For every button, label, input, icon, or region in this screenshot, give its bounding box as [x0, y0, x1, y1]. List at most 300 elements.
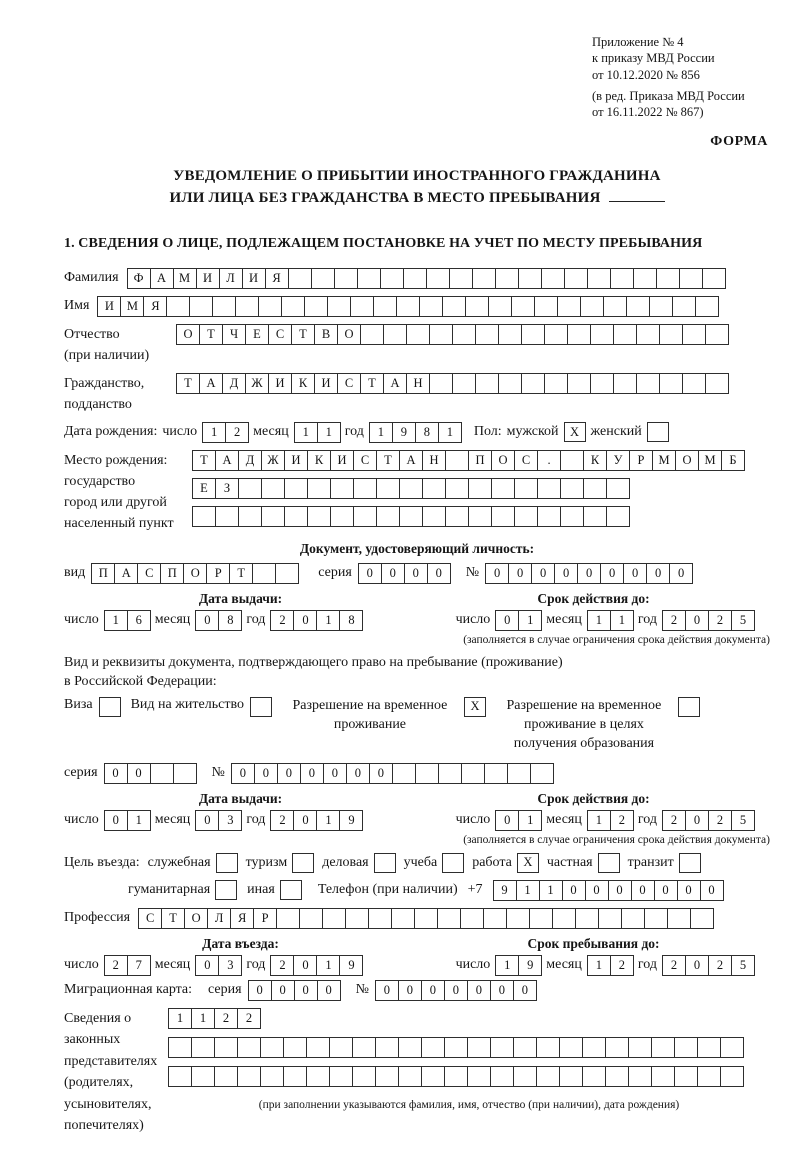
char-cell: Ж [245, 373, 269, 394]
char-cell: 0 [467, 980, 491, 1001]
char-cell: У [606, 450, 630, 471]
char-cell: 0 [404, 563, 428, 584]
char-cell: 1 [127, 810, 151, 831]
representatives-row3-cells [168, 1066, 770, 1087]
appendix-line-1: Приложение № 4 [592, 35, 684, 49]
char-cell: И [268, 373, 292, 394]
char-cell [380, 268, 404, 289]
female-label: женский [590, 424, 642, 440]
residence-dates-row [64, 810, 770, 831]
char-cell [168, 1066, 192, 1087]
char-cell: А [399, 450, 423, 471]
char-cell: 1 [587, 810, 611, 831]
char-cell [649, 296, 673, 317]
char-cell [306, 1037, 330, 1058]
char-cell: 2 [214, 1008, 238, 1029]
char-cell [598, 908, 622, 929]
doc-valid-day-cells [495, 610, 541, 631]
day-label: число [64, 612, 99, 628]
purpose-study-label: учеба [403, 854, 438, 870]
char-cell: М [652, 450, 676, 471]
month-label: месяц [154, 812, 191, 828]
patronymic-label: Отчество [64, 326, 120, 342]
birth-place-city-cells [192, 478, 744, 499]
char-cell [659, 373, 683, 394]
char-cell: К [583, 450, 607, 471]
option-temp-residence-education [496, 697, 700, 754]
temp-residence-label: Разрешение на временное проживание [292, 697, 448, 732]
temp-residence-education-checkbox [678, 697, 700, 717]
char-cell [465, 296, 489, 317]
char-cell [306, 1066, 330, 1087]
char-cell [422, 478, 446, 499]
char-cell [605, 1037, 629, 1058]
char-cell: А [215, 450, 239, 471]
purpose-label: Цель въезда: [64, 854, 140, 870]
stay-until-header: Срок пребывания до: [527, 935, 660, 951]
char-cell: 1 [202, 422, 226, 443]
phone-prefix: +7 [467, 882, 483, 898]
char-cell [260, 1066, 284, 1087]
doc-issue-date-header: Дата выдачи: [198, 590, 283, 606]
purpose-transit-label: транзит [627, 854, 674, 870]
char-cell: 1 [316, 610, 340, 631]
char-cell: 2 [237, 1008, 261, 1029]
char-cell: 3 [218, 955, 242, 976]
char-cell [373, 296, 397, 317]
char-cell: 0 [369, 763, 393, 784]
char-cell: 0 [375, 980, 399, 1001]
char-cell [544, 373, 568, 394]
char-cell [557, 296, 581, 317]
char-cell [398, 1066, 422, 1087]
residence-limit-note: (заполняется в случае ограничения срока действия документа) [463, 833, 770, 846]
char-cell [191, 1037, 215, 1058]
entry-date-headers [64, 936, 770, 952]
char-cell [421, 1037, 445, 1058]
char-cell [567, 324, 591, 345]
representatives-label-5: усыновителях, [64, 1096, 152, 1112]
char-cell: Т [161, 908, 185, 929]
char-cell: 9 [392, 422, 416, 443]
year-label: год [246, 612, 266, 628]
char-cell: 1 [495, 955, 519, 976]
char-cell [422, 506, 446, 527]
residence-date-headers [64, 791, 770, 807]
purpose-other [247, 880, 302, 900]
char-cell: 1 [516, 880, 540, 901]
char-cell: 0 [358, 563, 382, 584]
form-title-line-2-text: ИЛИ ЛИЦА БЕЗ ГРАЖДАНСТВА В МЕСТО ПРЕБЫВАНИЯ [169, 190, 601, 206]
char-cell: А [199, 373, 223, 394]
given-name-label: Имя [64, 298, 90, 314]
representatives-label-1: Сведения о [64, 1010, 132, 1026]
patronymic-label-block [64, 324, 176, 366]
char-cell [445, 506, 469, 527]
char-cell: 2 [708, 955, 732, 976]
char-cell [360, 324, 384, 345]
birth-place-city-label: город или другой [64, 494, 167, 510]
char-cell: С [337, 373, 361, 394]
char-cell [399, 506, 423, 527]
year-label: год [637, 957, 657, 973]
char-cell: Д [222, 373, 246, 394]
char-cell: Я [143, 296, 167, 317]
char-cell [258, 296, 282, 317]
char-cell: 0 [421, 980, 445, 1001]
purpose-work-checkbox: X [517, 853, 539, 873]
purpose-official-checkbox [216, 853, 238, 873]
char-cell: Р [253, 908, 277, 929]
char-cell [537, 506, 561, 527]
char-cell: Ф [127, 268, 151, 289]
char-cell: 0 [444, 980, 468, 1001]
residence-valid-day-cells [495, 810, 541, 831]
surname-cells [127, 268, 725, 289]
residence-valid-date-group [456, 810, 754, 831]
char-cell: 0 [495, 810, 519, 831]
char-cell [445, 450, 469, 471]
month-label: месяц [546, 812, 582, 828]
char-cell [583, 506, 607, 527]
char-cell [452, 373, 476, 394]
char-cell [514, 506, 538, 527]
char-cell: 0 [531, 563, 555, 584]
male-label: мужской [506, 424, 559, 440]
male-checkbox: X [564, 422, 586, 442]
char-cell [375, 1066, 399, 1087]
doc-type-label: вид [64, 565, 86, 581]
char-cell [429, 373, 453, 394]
citizenship-label-block [64, 373, 176, 415]
char-cell [438, 763, 462, 784]
char-cell [284, 506, 308, 527]
char-cell [284, 478, 308, 499]
residence-doc-options [64, 697, 770, 754]
char-cell [299, 908, 323, 929]
char-cell: 0 [631, 880, 655, 901]
female-checkbox [647, 422, 669, 442]
visa-checkbox [99, 697, 121, 717]
char-cell: 0 [513, 980, 537, 1001]
char-cell: М [120, 296, 144, 317]
char-cell: 6 [127, 610, 151, 631]
char-cell: Т [360, 373, 384, 394]
doc-type-cells [91, 563, 298, 584]
representatives-row2-cells [168, 1037, 770, 1058]
char-cell [276, 908, 300, 929]
char-cell [667, 908, 691, 929]
field-visit-purpose-2 [64, 880, 770, 901]
char-cell: И [330, 450, 354, 471]
char-cell: 0 [646, 563, 670, 584]
char-cell [345, 908, 369, 929]
char-cell: 1 [610, 610, 634, 631]
char-cell: 0 [585, 880, 609, 901]
char-cell: 0 [685, 955, 709, 976]
form-title [64, 166, 770, 210]
char-cell [396, 296, 420, 317]
day-label: число [64, 957, 99, 973]
char-cell [537, 478, 561, 499]
migration-number-cells [375, 980, 536, 1001]
residence-doc-intro [64, 653, 770, 692]
char-cell: 2 [270, 955, 294, 976]
char-cell [237, 1037, 261, 1058]
option-residence-permit [131, 697, 272, 717]
char-cell [237, 1066, 261, 1087]
char-cell [534, 296, 558, 317]
char-cell: 1 [587, 955, 611, 976]
field-citizenship [64, 373, 770, 415]
char-cell [357, 268, 381, 289]
char-cell: 3 [218, 810, 242, 831]
char-cell [491, 506, 515, 527]
residence-doc-intro-line-2: в Российской Федерации: [64, 674, 217, 690]
char-cell [590, 373, 614, 394]
char-cell [541, 268, 565, 289]
char-cell [166, 296, 190, 317]
birth-place-cells-block [192, 450, 744, 527]
residence-issue-day-cells [104, 810, 150, 831]
char-cell: 0 [677, 880, 701, 901]
char-cell: 2 [610, 955, 634, 976]
entry-date-group [64, 955, 362, 976]
char-cell [283, 1066, 307, 1087]
char-cell [521, 324, 545, 345]
char-cell [559, 1037, 583, 1058]
temp-residence-education-label: Разрешение на временное проживание в целях получения образования [506, 697, 662, 751]
purpose-transit [628, 853, 701, 873]
char-cell: И [97, 296, 121, 317]
char-cell: 2 [662, 955, 686, 976]
year-label: год [246, 957, 266, 973]
doc-valid-date-group [456, 610, 754, 631]
purpose-tourism-label: туризм [245, 854, 288, 870]
char-cell [697, 1037, 721, 1058]
char-cell [590, 324, 614, 345]
char-cell [682, 373, 706, 394]
purpose-work [472, 853, 539, 873]
purpose-business-label: деловая [322, 854, 369, 870]
title-blank-line [609, 189, 665, 202]
char-cell: 8 [339, 610, 363, 631]
purpose-other-label: иная [247, 882, 275, 898]
char-cell: 9 [339, 955, 363, 976]
birth-place-label: Место рождения: [64, 452, 168, 468]
appendix-block [592, 34, 770, 120]
char-cell [659, 324, 683, 345]
char-cell: 0 [381, 563, 405, 584]
char-cell: 1 [316, 955, 340, 976]
phone-cells [493, 880, 723, 901]
char-cell [583, 478, 607, 499]
char-cell: П [91, 563, 115, 584]
day-label: число [64, 812, 99, 828]
char-cell [513, 1037, 537, 1058]
char-cell [460, 908, 484, 929]
char-cell: Т [291, 324, 315, 345]
char-cell [329, 1066, 353, 1087]
field-birth-date [64, 422, 770, 443]
residence-valid-year-cells [662, 810, 754, 831]
char-cell: 1 [438, 422, 462, 443]
field-profession [64, 908, 770, 929]
char-cell [426, 268, 450, 289]
char-cell: А [114, 563, 138, 584]
month-label: месяц [253, 424, 289, 440]
char-cell [656, 268, 680, 289]
char-cell [472, 268, 496, 289]
char-cell: 0 [685, 810, 709, 831]
char-cell [260, 1037, 284, 1058]
residence-series-cells [104, 763, 196, 784]
char-cell: 1 [316, 810, 340, 831]
char-cell [560, 478, 584, 499]
purpose-tourism [246, 853, 315, 873]
purpose-other-checkbox [280, 880, 302, 900]
char-cell: 0 [608, 880, 632, 901]
char-cell: 2 [708, 610, 732, 631]
char-cell: О [675, 450, 699, 471]
char-cell [353, 478, 377, 499]
char-cell: О [176, 324, 200, 345]
char-cell: 1 [294, 422, 318, 443]
char-cell [514, 478, 538, 499]
char-cell [150, 763, 174, 784]
char-cell: 0 [231, 763, 255, 784]
char-cell [544, 324, 568, 345]
temp-residence-checkbox: X [464, 697, 486, 717]
char-cell [490, 1037, 514, 1058]
char-cell [352, 1037, 376, 1058]
char-cell [484, 763, 508, 784]
month-label: месяц [546, 612, 582, 628]
char-cell [307, 506, 331, 527]
char-cell [214, 1066, 238, 1087]
char-cell [235, 296, 259, 317]
residence-issue-year-cells [270, 810, 362, 831]
char-cell: 0 [293, 955, 317, 976]
char-cell [603, 296, 627, 317]
char-cell: Е [192, 478, 216, 499]
char-cell [275, 563, 299, 584]
char-cell: С [137, 563, 161, 584]
representatives-note: (при заполнении указываются фамилия, имя, отчество (при наличии), дата рождения) [258, 1098, 680, 1111]
char-cell: 0 [700, 880, 724, 901]
char-cell: Л [219, 268, 243, 289]
char-cell [261, 506, 285, 527]
purpose-study [404, 853, 465, 873]
char-cell [606, 506, 630, 527]
entry-year-cells [270, 955, 362, 976]
char-cell [610, 268, 634, 289]
purpose-private-checkbox [598, 853, 620, 873]
field-migration-card [64, 980, 770, 1001]
char-cell: Я [265, 268, 289, 289]
representatives-label-2: законных [64, 1032, 121, 1048]
char-cell [353, 506, 377, 527]
char-cell: 5 [731, 955, 755, 976]
char-cell: 0 [685, 610, 709, 631]
char-cell [212, 296, 236, 317]
char-cell: 0 [623, 563, 647, 584]
char-cell: 0 [427, 563, 451, 584]
char-cell [238, 506, 262, 527]
char-cell: 1 [168, 1008, 192, 1029]
char-cell [506, 908, 530, 929]
form-title-line-1: УВЕДОМЛЕНИЕ О ПРИБЫТИИ ИНОСТРАННОГО ГРАЖДАНИНА [173, 168, 661, 185]
char-cell [419, 296, 443, 317]
char-cell: И [242, 268, 266, 289]
residence-valid-month-cells [587, 810, 633, 831]
char-cell [281, 296, 305, 317]
char-cell: И [284, 450, 308, 471]
migration-series-label: серия [208, 982, 242, 998]
char-cell [564, 268, 588, 289]
doc-date-headers [64, 591, 770, 607]
char-cell: Я [230, 908, 254, 929]
char-cell [613, 373, 637, 394]
char-cell: 7 [127, 955, 151, 976]
char-cell [606, 478, 630, 499]
char-cell: Д [238, 450, 262, 471]
doc-issue-year-cells [270, 610, 362, 631]
forma-label: ФОРМА [710, 134, 768, 150]
char-cell [475, 324, 499, 345]
char-cell [403, 268, 427, 289]
char-cell: З [215, 478, 239, 499]
char-cell [444, 1037, 468, 1058]
char-cell: Н [406, 373, 430, 394]
char-cell: 5 [731, 810, 755, 831]
char-cell [690, 908, 714, 929]
char-cell [672, 296, 696, 317]
char-cell: 0 [346, 763, 370, 784]
doc-valid-month-cells [587, 610, 633, 631]
appendix-line-3: от 10.12.2020 № 856 [592, 67, 700, 82]
char-cell: К [291, 373, 315, 394]
char-cell [488, 296, 512, 317]
char-cell: 0 [508, 563, 532, 584]
profession-label: Профессия [64, 910, 131, 926]
char-cell [491, 478, 515, 499]
char-cell [442, 296, 466, 317]
char-cell [511, 296, 535, 317]
month-label: месяц [546, 957, 582, 973]
char-cell [330, 506, 354, 527]
char-cell [674, 1037, 698, 1058]
char-cell: С [268, 324, 292, 345]
char-cell: 0 [669, 563, 693, 584]
purpose-official-label: служебная [147, 854, 211, 870]
month-label: месяц [154, 612, 191, 628]
residence-issue-date-header: Дата выдачи: [198, 790, 283, 806]
char-cell [322, 908, 346, 929]
char-cell [330, 478, 354, 499]
char-cell [720, 1066, 744, 1087]
char-cell: 0 [300, 763, 324, 784]
char-cell: 2 [104, 955, 128, 976]
char-cell [705, 373, 729, 394]
form-title-line-2 [64, 188, 770, 210]
char-cell [529, 908, 553, 929]
purpose-humanitarian-checkbox [215, 880, 237, 900]
char-cell: 0 [254, 763, 278, 784]
char-cell: Т [192, 450, 216, 471]
char-cell [644, 908, 668, 929]
year-label: год [637, 612, 657, 628]
